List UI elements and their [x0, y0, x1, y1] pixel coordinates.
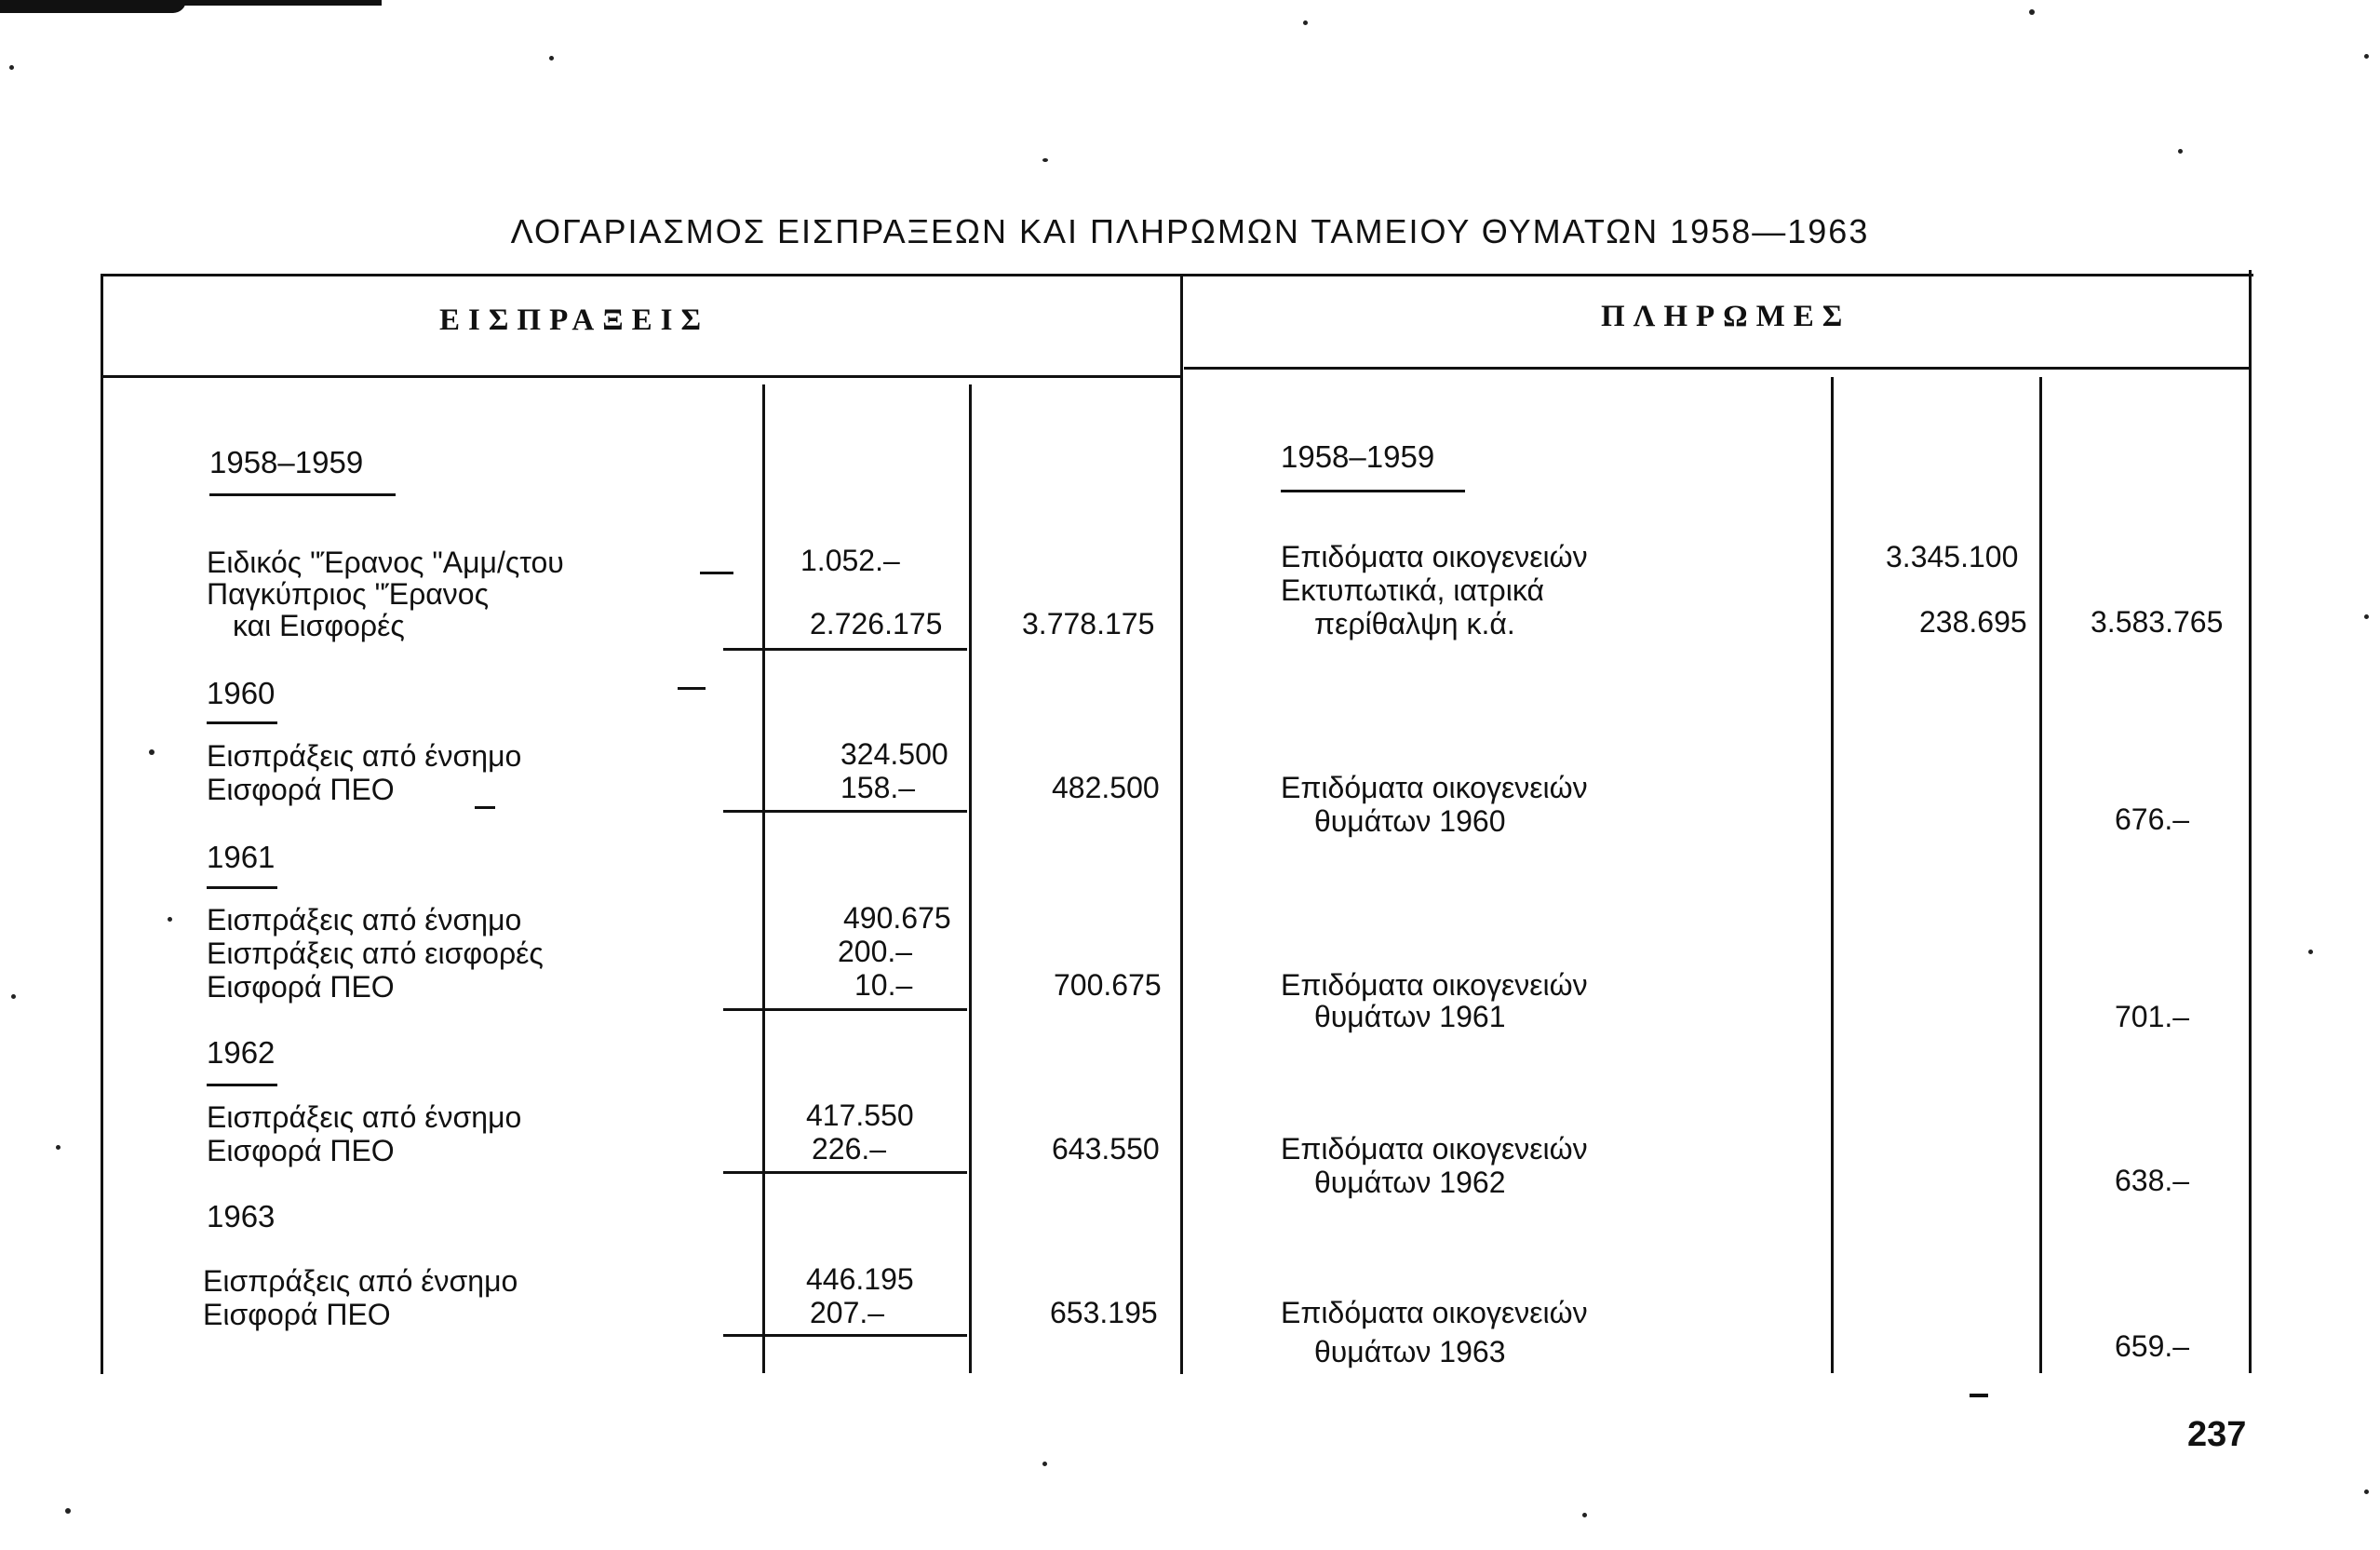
payments-col-rule-1 — [1831, 377, 1834, 1373]
receipt-line: Εισπράξεις από εισφορές — [207, 937, 544, 970]
page-number: 237 — [2187, 1415, 2247, 1454]
receipt-amount: 200.– — [838, 935, 913, 968]
leader-dash — [678, 687, 706, 690]
scan-speck — [549, 56, 554, 61]
receipt-total: 482.500 — [1052, 771, 1160, 804]
scan-mark — [0, 0, 186, 13]
receipts-header: ΕΙΣΠΡΑΞΕΙΣ — [439, 303, 710, 337]
table-top-rule — [101, 274, 2253, 276]
table-left-rule — [101, 276, 103, 1374]
scan-speck — [2308, 950, 2313, 954]
scan-speck — [1303, 20, 1308, 25]
receipt-total: 700.675 — [1054, 968, 1162, 1002]
receipts-year-1958-1959: 1958–1959 — [209, 445, 364, 479]
payment-amount: 238.695 — [1919, 605, 2027, 639]
scan-speck — [2029, 9, 2035, 15]
receipt-line: Εισφορά ΠΕΟ — [207, 1134, 395, 1167]
receipt-line: Εισπράξεις από ένσημο — [203, 1264, 518, 1298]
receipt-total: 643.550 — [1052, 1132, 1160, 1166]
subtotal-rule — [723, 1334, 967, 1337]
scan-speck — [2364, 54, 2369, 59]
payment-line: Επιδόματα οικογενειών — [1281, 1296, 1588, 1329]
receipt-amount: 417.550 — [806, 1098, 914, 1132]
leader-dash — [475, 806, 495, 809]
payments-header-rule — [1184, 367, 2251, 370]
payment-line: Επιδόματα οικογενειών — [1281, 1132, 1588, 1166]
year-underline — [207, 721, 277, 724]
payment-line: περίθαλψη κ.ά. — [1314, 607, 1515, 640]
year-underline — [207, 1084, 277, 1086]
receipt-amount: 324.500 — [840, 737, 948, 771]
receipt-line: Εισφορά ΠΕΟ — [203, 1298, 391, 1331]
scan-speck — [168, 917, 172, 922]
payment-amount: 3.345.100 — [1886, 540, 2019, 573]
scan-speck — [149, 749, 155, 755]
payment-line: θυμάτων 1960 — [1314, 804, 1506, 838]
receipt-line: Εισφορά ΠΕΟ — [207, 773, 395, 806]
receipt-amount: 226.– — [812, 1132, 887, 1166]
receipt-amount: 446.195 — [806, 1262, 914, 1296]
payments-col-rule-2 — [2039, 377, 2042, 1373]
payment-line: θυμάτων 1961 — [1314, 1000, 1506, 1033]
receipts-col-rule-1 — [762, 384, 765, 1373]
receipt-line: και Εισφορές — [233, 609, 405, 642]
payment-line: θυμάτων 1963 — [1314, 1335, 1506, 1368]
receipt-total: 3.778.175 — [1022, 607, 1155, 640]
receipt-line: Ειδικός "Έρανος "Αμμ/ςτου — [207, 546, 564, 579]
receipt-amount: 158.– — [840, 771, 916, 804]
receipt-line: Εισπράξεις από ένσημο — [207, 903, 522, 937]
receipt-line: Εισφορά ΠΕΟ — [207, 970, 395, 1004]
payments-header: ΠΛΗΡΩΜΕΣ — [1601, 300, 1851, 333]
leader-dash — [700, 572, 733, 574]
payment-total: 3.583.765 — [2091, 605, 2224, 639]
receipt-amount: 10.– — [854, 968, 913, 1002]
scan-speck — [2178, 149, 2183, 154]
receipt-amount: 207.– — [810, 1296, 885, 1329]
subtotal-rule — [723, 1171, 967, 1174]
scan-speck — [9, 65, 14, 70]
year-underline — [207, 886, 277, 889]
table-center-rule — [1180, 276, 1183, 1374]
payment-line: Επιδόματα οικογενειών — [1281, 968, 1588, 1002]
payment-line: Επιδόματα οικογενειών — [1281, 771, 1588, 804]
year-underline — [1281, 490, 1465, 492]
subtotal-rule — [723, 648, 967, 651]
receipt-amount: 490.675 — [843, 901, 951, 935]
receipts-col-rule-2 — [969, 384, 972, 1373]
scan-speck — [2364, 1489, 2369, 1494]
receipts-year-1962: 1962 — [207, 1035, 276, 1070]
year-underline — [209, 493, 396, 496]
scan-speck — [1042, 1462, 1047, 1466]
receipts-year-1963: 1963 — [207, 1199, 276, 1233]
subtotal-rule — [723, 1008, 967, 1011]
receipt-line: Εισπράξεις από ένσημο — [207, 739, 522, 773]
receipts-header-rule — [102, 375, 1182, 378]
scan-speck — [11, 994, 16, 999]
receipt-amount: 2.726.175 — [810, 607, 943, 640]
payment-line: θυμάτων 1962 — [1314, 1166, 1506, 1199]
receipts-year-1960: 1960 — [207, 676, 276, 710]
payments-year-1958-1959: 1958–1959 — [1281, 439, 1435, 474]
table-right-rule — [2249, 270, 2252, 1373]
scan-speck — [65, 1508, 71, 1514]
receipt-amount: 1.052.– — [800, 544, 900, 577]
scan-dash — [1970, 1394, 1988, 1397]
scan-speck — [1042, 158, 1048, 162]
receipts-year-1961: 1961 — [207, 840, 276, 874]
payment-total: 676.– — [2115, 802, 2190, 836]
page-title: ΛΟΓΑΡΙΑΣΜΟΣ ΕΙΣΠΡΑΞΕΩΝ ΚΑΙ ΠΛΗΡΩΜΩΝ ΤΑΜΕΙΟΥ ΘΥΜΑΤΩΝ 1958—1963 — [510, 212, 1870, 250]
payment-total: 701.– — [2115, 1000, 2190, 1033]
receipt-total: 653.195 — [1050, 1296, 1158, 1329]
subtotal-rule — [723, 810, 967, 813]
payment-total: 659.– — [2115, 1329, 2190, 1363]
receipt-line: Εισπράξεις από ένσημο — [207, 1100, 522, 1134]
receipt-line: Παγκύπριος "Έρανος — [207, 577, 489, 611]
scan-speck — [56, 1145, 61, 1150]
payment-line: Εκτυπωτικά, ιατρικά — [1281, 573, 1544, 607]
scan-speck — [2364, 614, 2369, 619]
payment-line: Επιδόματα οικογενειών — [1281, 540, 1588, 573]
payment-total: 638.– — [2115, 1164, 2190, 1197]
scan-speck — [1582, 1513, 1587, 1517]
